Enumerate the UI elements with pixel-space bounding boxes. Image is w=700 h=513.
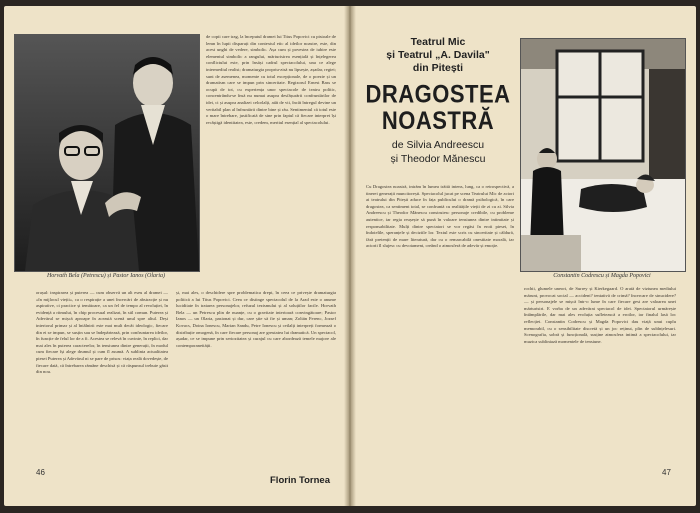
page-gutter xyxy=(344,6,356,506)
right-photo-caption: Constantin Codrescu și Magda Popovici xyxy=(553,273,651,279)
right-page-number: 47 xyxy=(662,468,671,477)
article-author: Florin Tornea xyxy=(270,475,330,486)
left-photo-caption: Horvath Bela (Petrescu) și Pastor Ianos (Olaria) xyxy=(46,273,166,279)
right-column-right: rochii, glumele uneori, de Surrey și Kierkegaard. O arată de viziunea mediului mărunt, provocat social — accident? tentativă de crimă? încercare de sinucidere? — și personajele se mișcă într-o lume în care fiecare gest are valoarea unei mărturisiri. E vorba de un adevărat spectacol de idei. Spectatorul urmărește întâmplările, dar mai ales evoluția sufletească a eroilor, iar finalul lasă loc reflecției. Constantin Codrescu și Magda Popovici dau viață unui cuplu memorabil, cu o sensibilitate discretă și un joc reținut, plin de subînțelesuri. Scenografia, sobră și funcțională, susține atmosfera intimă a spectacolului, iar muzica subliniază momentele de tensiune. xyxy=(524,286,676,344)
left-column-bottom-left: orașul: inspirarea și puterea — cum observă un alt eseu al dramei — «în mijlocul vieții», ca o respirație a unei încercări de abstracție și nu aspirative, ci practice și temătoare, ca un fel de tempo al revoluției, în evidență a ritmului, în chip procesual realizat, în stil comun. Puterea și Adevărul se mișcă aproape în această scenă unul spre altul. Deși interiorul primar și al întâlnirii este mai mult decât ideologic, fiecare din ei se impun, se susțin sau se îndepărtează, prin confruntarea ideilor, în funcție de felul lor de a fi. Acestea se relevă în cuvinte, în replici, dar mai ales în puterea caracterelor, în tensiunea dintre generații, în modul cum fiecare își alege drumul și cum îl asumă. A sublinia actualitatea piesei Puterea și Adevărul ni se pare de prisos: viața reală dovedește, de fiecare dată, că întrebarea rămâne deschisă și că răspunsul trebuie găsit din nou. xyxy=(36,290,168,375)
left-page-number: 46 xyxy=(36,468,45,477)
theatre-heading: Teatrul Mic și Teatrul „A. Davila" din Pitești xyxy=(386,36,490,74)
play-title: DRAGOSTEA NOASTRĂ xyxy=(365,79,511,135)
stage-set-illustration xyxy=(521,39,685,271)
left-stage-photo xyxy=(14,34,200,272)
right-column-left: Cu Dragostea noastră, intrăm în lumea trăită intens, lung, ca o retrospectivă, a tinerei generații muncitorești. Spectacolul jucat pe scena Teatrului Mic de actori ai teatrului din Pitești aduce în fața publicului o dramă psihologică, în care dragostea, ca sentiment total, se confruntă cu realitățile vieții de zi cu zi. Silvia Andreescu și Theodor Mănescu construiesc personaje credibile, cu probleme autentice, iar regia reușește să pună în valoare tensiunea dintre intimitate și responsabilitate. Mulți dintre spectatori se vor regăsi în eroii piesei, în îndoielile, speranțele și deciziile lor. Textul este scris cu sinceritate și căldură, fără pretenții de mare literatură, dar cu o remarcabilă onestitate morală, iar actorii îl slujesc cu devotament, creând o atmosferă de adevăr și emoție. xyxy=(366,184,514,249)
right-stage-photo xyxy=(520,38,686,272)
stage-photo-illustration xyxy=(15,35,199,271)
play-authors: de Silvia Andreescu și Theodor Mănescu xyxy=(390,139,486,165)
left-column-bottom-right: și, mai ales, o deschidere spre problematica drept, în ceea ce privește dramaturgia politică a lui Titus Popovici. Ceea ce distinge spectacolul de la Arad este o anume luciditate în tratarea personajelor, refuzul tezismului și al soluțiilor facile. Horvath Bela — un Petrescu plin de nuanțe, cu o gravitate interioară convingătoare; Pastor Ianos — un Olaria, pasionat și dur, care știe să fie și uman; Zoltán Ferenc, Jozsef Kovacs, Doina Ionescu, Marian Sandu, Petre Ionescu și ceilalți interpreți formează o distribuție omogenă, în care fiecare personaj are greutatea lui dramatică. Un spectacol, așadar, ce se impune prin seriozitatea și curajul cu care abordează temele majore ale contemporaneității. xyxy=(176,290,336,348)
left-column-right: de copii care trag, la începutul dramei lui Titus Popovici cu pistoale de lemn în lupii disparuți din contextul etic al ideilor noastre, este, din acest unghi de vedere, simbolic. Așa cum și povestea de iubire este elementul simbolic a rangului, mărturisirea esențială și înțelegerea conflictului este, prin însăși cadrul spectacolului, una ce alege intermediul realist; dramaturgia propriu-zisă nu lipsește, așadar, regiei; sunt de asemenea, momente cu totul excepționale, de o poezie și un dramatism care se impun prin sinceritate. Regizorul Ernest Bass se ocupă de tot, cu experiența unor spectacole de teatru politic, concentrându-se însă nu numai asupra desfășurării confruntărilor de idei, ci și asupra analizei celorlalți, atât de vii, încât întregul devine un veritabil plan al înfruntării dintre bine și rău. Sentimentul că totul este o mare întrebare, justificată de sine prin faptul că fiecare interpret își recâștigă identitatea, este, credem, meritul esențial al spectacolului. xyxy=(206,34,336,125)
